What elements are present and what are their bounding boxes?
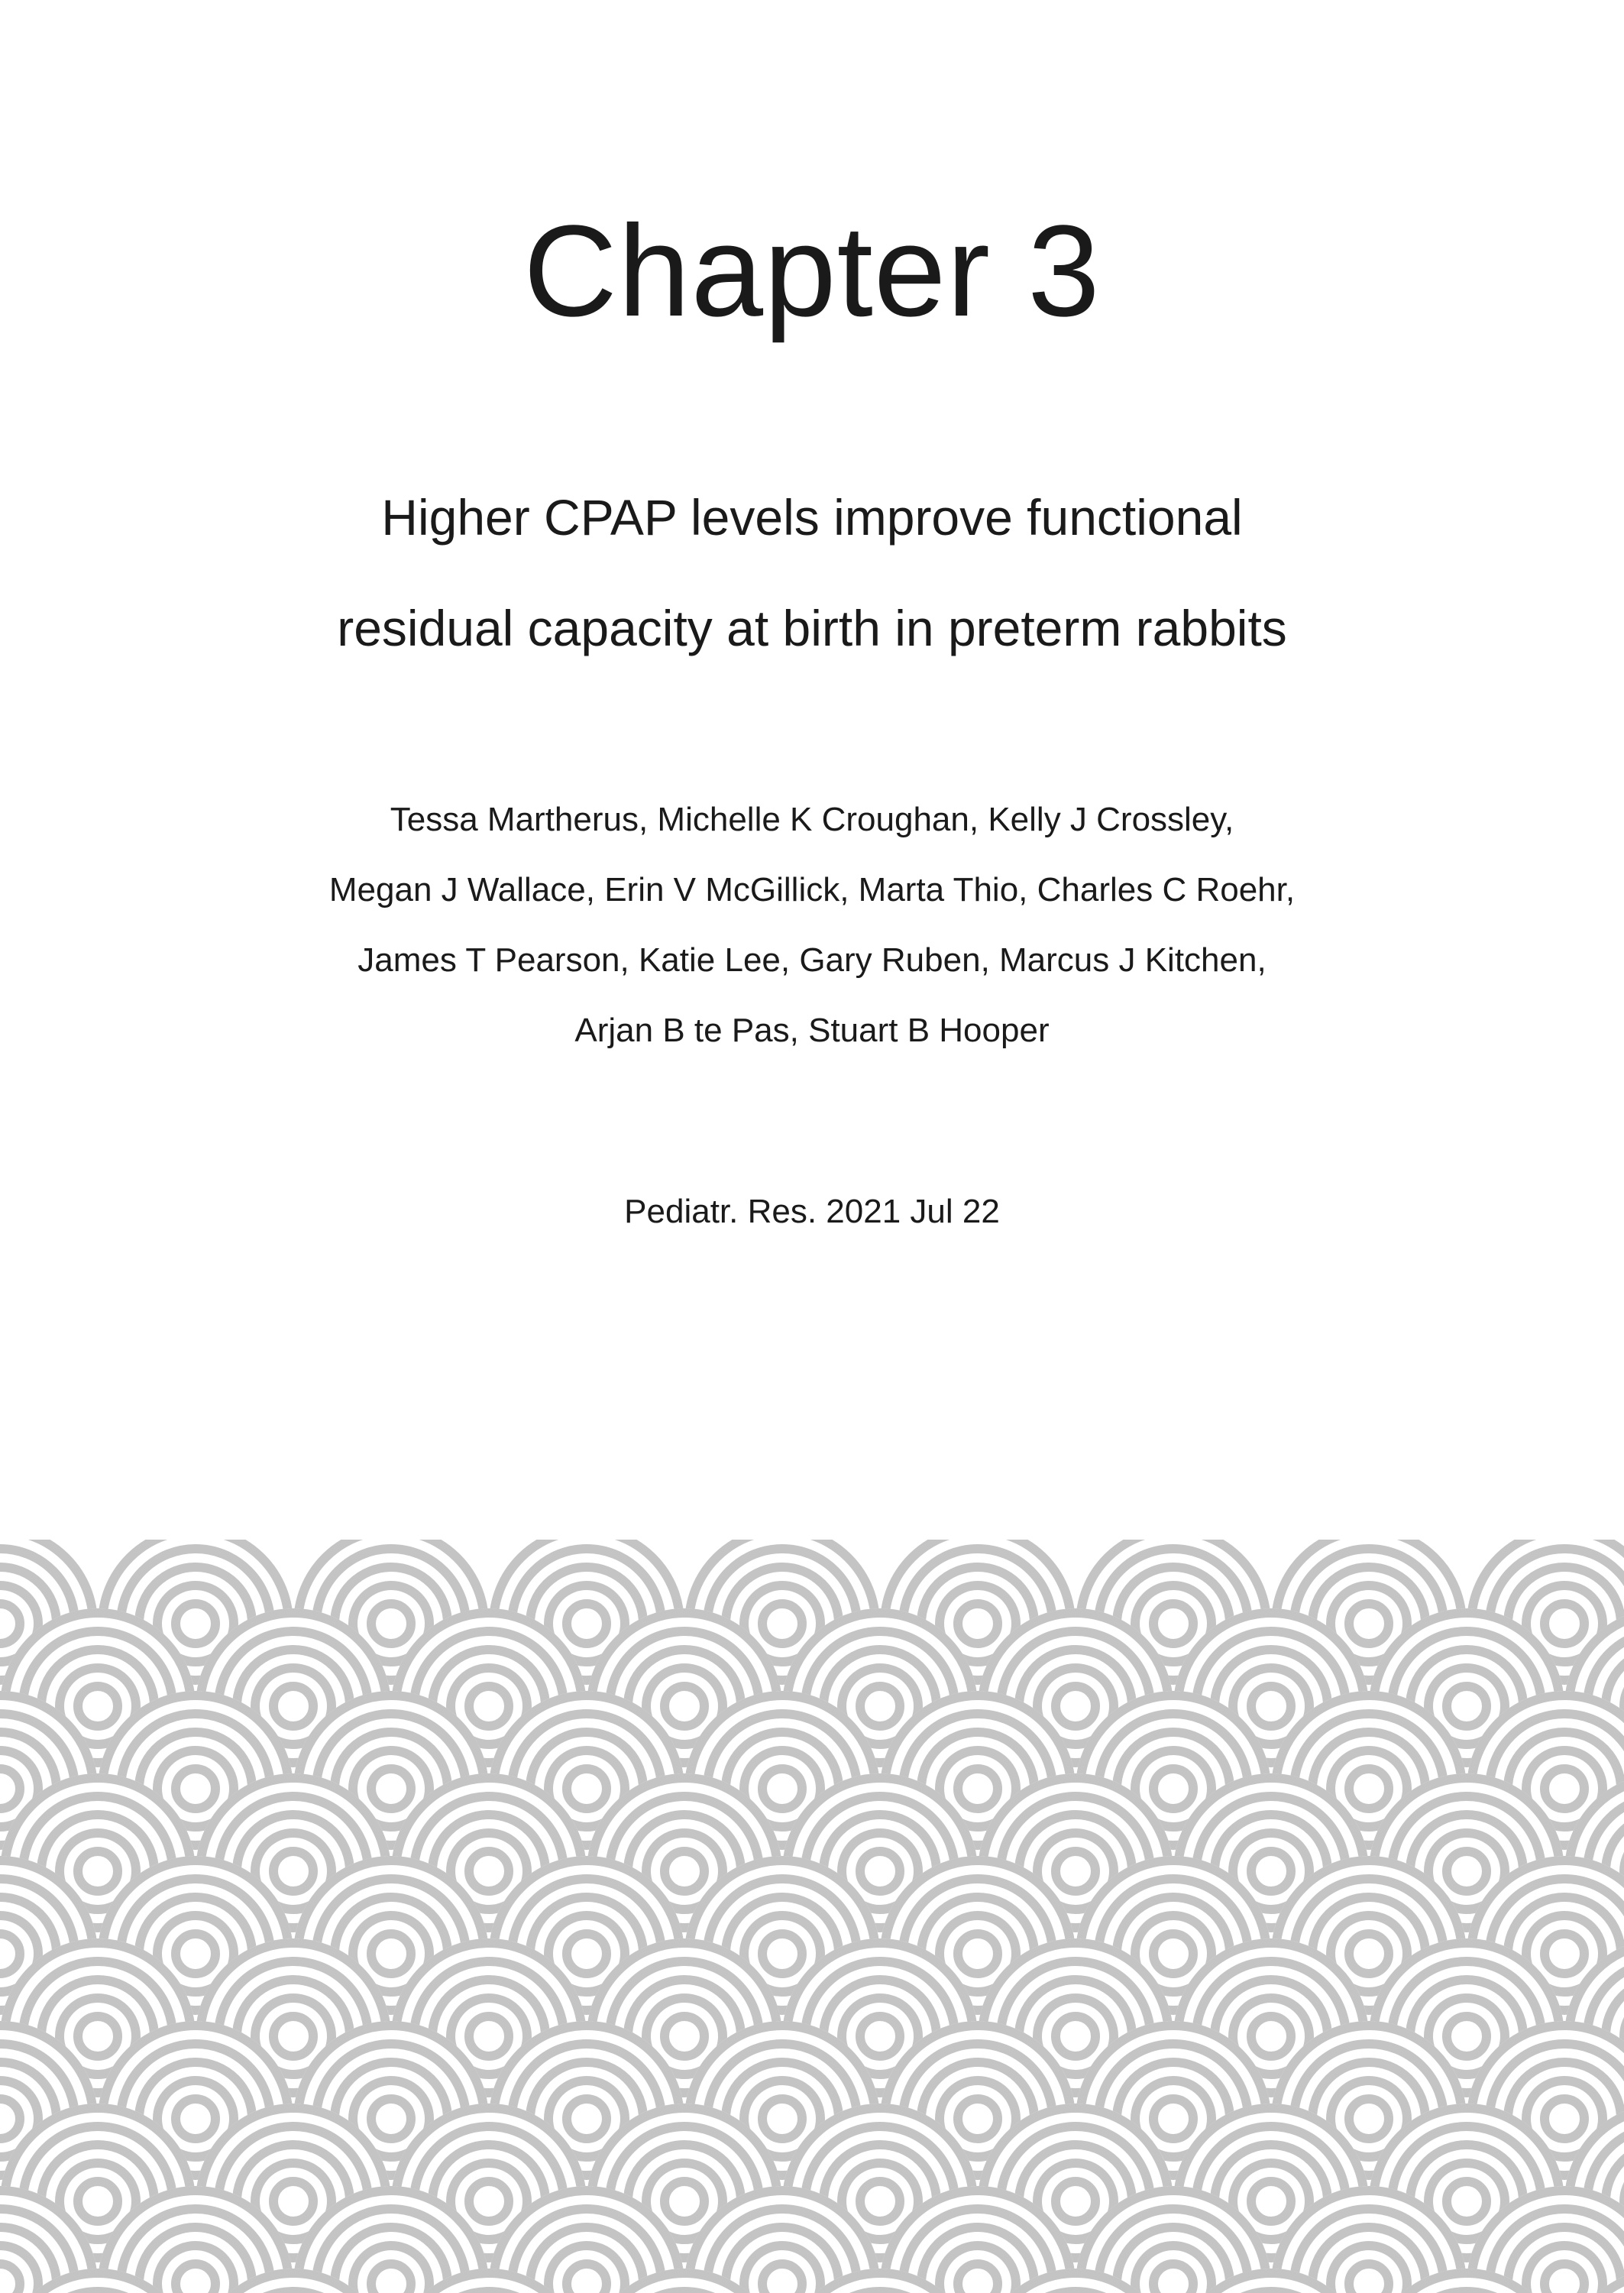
paper-title-line: Higher CPAP levels improve functional <box>381 489 1243 546</box>
seigaiha-wave-pattern <box>0 1540 1624 2293</box>
author-line: Arjan B te Pas, Stuart B Hooper <box>574 1012 1050 1049</box>
author-line: James T Pearson, Katie Lee, Gary Ruben, Marcus J Kitchen, <box>357 941 1267 979</box>
chapter-title: Chapter 3 <box>523 199 1101 344</box>
author-line: Megan J Wallace, Erin V McGillick, Marta Thio, Charles C Roehr, <box>328 871 1296 908</box>
author-list <box>0 785 1624 1066</box>
journal-citation: Pediatr. Res. 2021 Jul 22 <box>624 1193 1000 1230</box>
author-line: Tessa Martherus, Michelle K Croughan, Kelly J Crossley, <box>390 801 1234 838</box>
wave-scales <box>0 1540 1624 2293</box>
paper-title-line: residual capacity at birth in preterm rabbits <box>337 600 1287 656</box>
paper-title <box>0 462 1624 684</box>
